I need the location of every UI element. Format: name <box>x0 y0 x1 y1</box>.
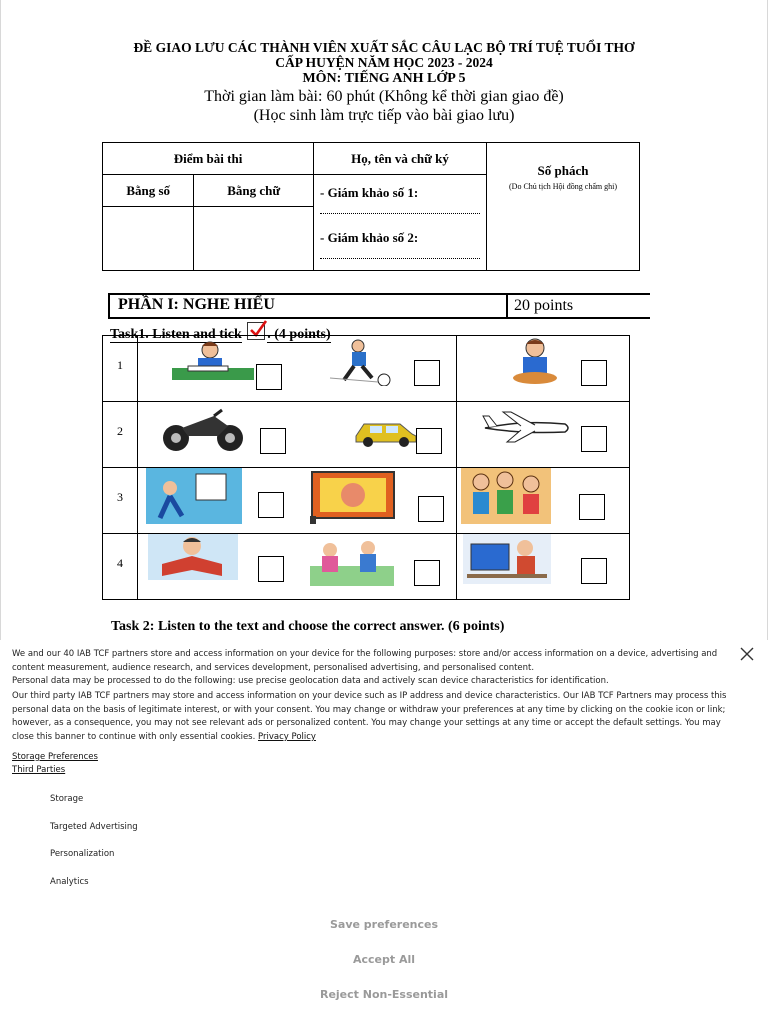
row-number-cell <box>103 534 138 600</box>
tick-box[interactable] <box>414 560 440 586</box>
row-number: 3 <box>117 490 123 504</box>
accept-all-button[interactable]: Accept All <box>352 953 416 966</box>
task1-grid <box>102 335 630 600</box>
picture-cell <box>457 402 630 468</box>
score-words-header: Bằng chữ <box>194 175 314 207</box>
exam-heading-line1: ĐỀ GIAO LƯU CÁC THÀNH VIÊN XUẤT SẮC CÂU LẠC BỘ TRÍ TUỆ TUỔI THƠ <box>133 40 635 55</box>
category-analytics[interactable]: Analytics <box>50 877 89 887</box>
picture-cell <box>138 468 457 534</box>
row-number: 4 <box>117 556 123 570</box>
score-number-cell <box>103 207 194 271</box>
close-icon[interactable] <box>740 647 754 661</box>
tv-cartoon-icon <box>310 470 396 524</box>
task2-instruction: Task 2: Listen to the text and choose the correct answer. (6 points) <box>111 619 505 634</box>
motorbike-icon <box>158 406 248 454</box>
picture-cell <box>457 534 630 600</box>
so-phach-cell <box>487 143 640 271</box>
part1-points: 20 points <box>514 297 574 314</box>
examiner-1-label: - Giám khảo số 1: <box>320 185 419 200</box>
row-number-cell <box>103 336 138 402</box>
picture-cell <box>457 468 630 534</box>
storage-preferences-link[interactable]: Storage Preferences <box>12 752 98 762</box>
reject-non-essential-button[interactable]: Reject Non-Essential <box>319 988 449 1001</box>
category-personalization[interactable]: Personalization <box>50 849 115 859</box>
kids-sport-icon <box>146 468 242 524</box>
consent-partners-text <box>12 690 732 744</box>
consent-purposes-text: We and our 40 IAB TCF partners store and access information on your device for the following purposes: store and/or access information on a device, advertising and content measurement, audience research, and services development, personalised advertising, and personalised content. <box>12 649 718 673</box>
examiner-header: Họ, tên và chữ ký <box>314 143 487 175</box>
tick-box[interactable] <box>581 558 607 584</box>
consent-partners-body: Our third party IAB TCF partners may store and access information on your device such as IP address and device characteristics. Our IAB TCF Partners may process this personal data on the basis of legitimate interest, or with your consent. You may change or withdraw your preferences at any time by clicking on the cookie icon or link; however, as a consequence, you may not see relevant ads or personalized content. You may change your settings at any time or accept the default settings. You may close this banner to continue with only essential cookies. <box>12 691 727 742</box>
examiner-cell <box>314 175 487 271</box>
boy-reading-icon <box>168 340 258 384</box>
consent-processing-text: Personal data may be processed to do the following: use precise geolocation data and actively scan device characteristics for identification. <box>12 676 609 686</box>
exam-time: Thời gian làm bài: 60 phút (Không kể thời gian giao đề) <box>204 88 564 105</box>
tick-box[interactable] <box>581 426 607 452</box>
tick-box[interactable] <box>579 494 605 520</box>
picture-cell <box>138 336 457 402</box>
tick-box[interactable] <box>258 492 284 518</box>
tick-box[interactable] <box>258 556 284 582</box>
score-words-cell <box>194 207 314 271</box>
tick-box[interactable] <box>256 364 282 390</box>
cookie-consent-banner <box>0 640 768 1024</box>
tick-box[interactable] <box>416 428 442 454</box>
boy-computer-icon <box>463 534 551 584</box>
picture-cell <box>138 534 457 600</box>
exam-subject: MÔN: TIẾNG ANH LỚP 5 <box>302 71 466 86</box>
privacy-policy-link[interactable]: Privacy Policy <box>258 731 316 742</box>
tick-box[interactable] <box>260 428 286 454</box>
task1-label: Task1 <box>110 327 146 342</box>
boy-reading-book-icon <box>148 534 238 580</box>
row-number-cell <box>103 402 138 468</box>
row-number-cell <box>103 468 138 534</box>
row-number: 1 <box>117 358 123 372</box>
row-number: 2 <box>117 424 123 438</box>
examiner-2-label: - Giám khảo số 2: <box>320 230 419 245</box>
boy-football-icon <box>328 338 398 386</box>
third-parties-link[interactable]: Third Parties <box>12 765 66 775</box>
category-storage[interactable]: Storage <box>50 794 84 804</box>
score-table <box>102 142 640 271</box>
tick-box[interactable] <box>414 360 440 386</box>
children-outdoor-icon <box>310 536 394 586</box>
airplane-icon <box>481 410 571 444</box>
examiner-2-dotline <box>320 250 480 259</box>
so-phach-label: Số phách <box>537 163 589 178</box>
so-phach-note: (Do Chủ tịch Hội đồng chấm ghi) <box>509 182 617 191</box>
score-header: Điểm bài thi <box>103 143 314 175</box>
exam-note: (Học sinh làm trực tiếp vào bài giao lưu) <box>253 107 515 124</box>
three-children-icon <box>461 468 551 524</box>
tick-box[interactable] <box>581 360 607 386</box>
tick-box[interactable] <box>418 496 444 522</box>
boy-eating-icon <box>505 336 565 388</box>
score-number-header: Bằng số <box>103 175 194 207</box>
part1-divider <box>506 295 508 317</box>
exam-heading-line2: CẤP HUYỆN NĂM HỌC 2023 - 2024 <box>275 55 493 70</box>
part1-title: PHẦN I: NGHE HIỂU <box>118 296 275 313</box>
category-targeted-advertising[interactable]: Targeted Advertising <box>50 822 138 832</box>
examiner-1-dotline <box>320 205 480 214</box>
picture-cell <box>457 336 630 402</box>
picture-cell <box>138 402 457 468</box>
save-preferences-button[interactable]: Save preferences <box>329 918 439 931</box>
task1-points: . (4 points) <box>267 327 331 342</box>
task1-text: . Listen and tick <box>145 327 242 342</box>
car-icon <box>350 412 420 448</box>
part1-header <box>108 293 650 319</box>
